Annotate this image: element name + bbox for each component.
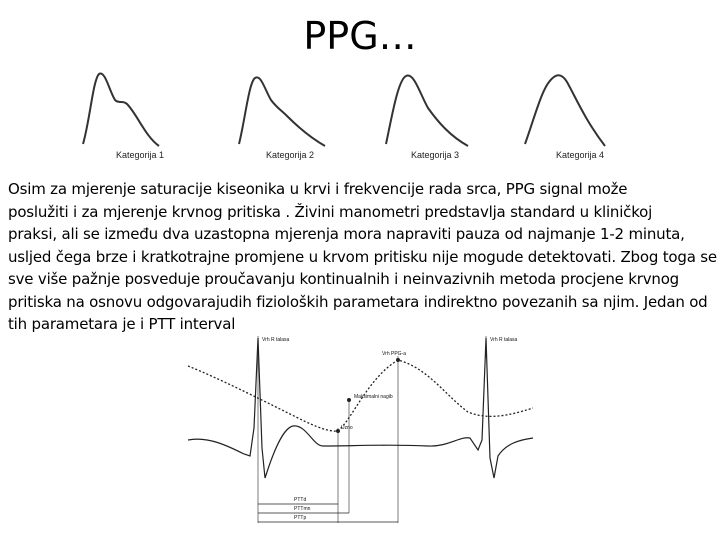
- max-slope-point: [347, 398, 351, 402]
- category-2: [225, 60, 355, 170]
- ptt-figure: [188, 328, 538, 533]
- foot-label: Uzno: [341, 425, 353, 431]
- category-4: [515, 60, 645, 170]
- category-4-label: Kategorija 4: [555, 150, 605, 160]
- ptt-diagram: [188, 328, 538, 533]
- paragraph-line: poslužiti i za mjerenje krvnog pritiska . Živini manometri predstavlja standard u kliničkoj: [8, 202, 653, 221]
- ecg-trace: [188, 338, 533, 478]
- category-3: [370, 60, 500, 170]
- paragraph-line: sve više pažnje posveduje proučavanju kontinualnih i neinvazivnih metoda procjene krvnog: [8, 270, 680, 288]
- category-2-label: Kategorija 2: [265, 150, 315, 160]
- paragraph-line: tih parametara je i PTT interval: [8, 315, 236, 333]
- ppg-category-strip: [75, 60, 635, 170]
- ptt-d-label: PTTd: [294, 497, 307, 503]
- ptt-p-label: PTTp: [294, 515, 307, 521]
- paragraph-line: pritiska na osnovu odgovarajudih fizioloških parametara indirektno povezanih sa njim. Jedan od: [8, 292, 708, 311]
- category-1-label: Kategorija 1: [115, 150, 165, 160]
- paragraph-line: Osim za mjerenje saturacije kiseonika u krvi i frekvencije rada srca, PPG signal može: [8, 180, 628, 198]
- foot-point: [336, 429, 340, 433]
- category-1: [75, 60, 205, 170]
- page-title: PPG…: [303, 14, 417, 58]
- category-4-waveform: [515, 60, 645, 150]
- ppg-peak-point: [396, 358, 400, 362]
- category-1-waveform: [75, 60, 205, 150]
- category-3-label: Kategorija 3: [410, 150, 460, 160]
- paragraph-line: praksi, ali se između dva uzastopna mjerenja mora napraviti pauza od najmanje 1-2 minuta,: [8, 225, 685, 243]
- body-paragraph: [8, 178, 717, 336]
- category-3-waveform: [370, 60, 500, 150]
- r-peak-right-label: Vrh R talasa: [490, 337, 518, 343]
- category-2-waveform: [225, 60, 355, 150]
- max-slope-label: Maksimalni nagib: [354, 394, 393, 400]
- paragraph-line: usljed čega brze i kratkotrajne promjene u krvom pritisku nije mogude detektovati. Zbog toga se: [8, 247, 717, 266]
- ptt-mn-label: PTTmn: [294, 506, 311, 512]
- ppg-peak-label: Vrh PPG-a: [382, 351, 406, 357]
- r-peak-left-label: Vrh R talasa: [262, 337, 290, 343]
